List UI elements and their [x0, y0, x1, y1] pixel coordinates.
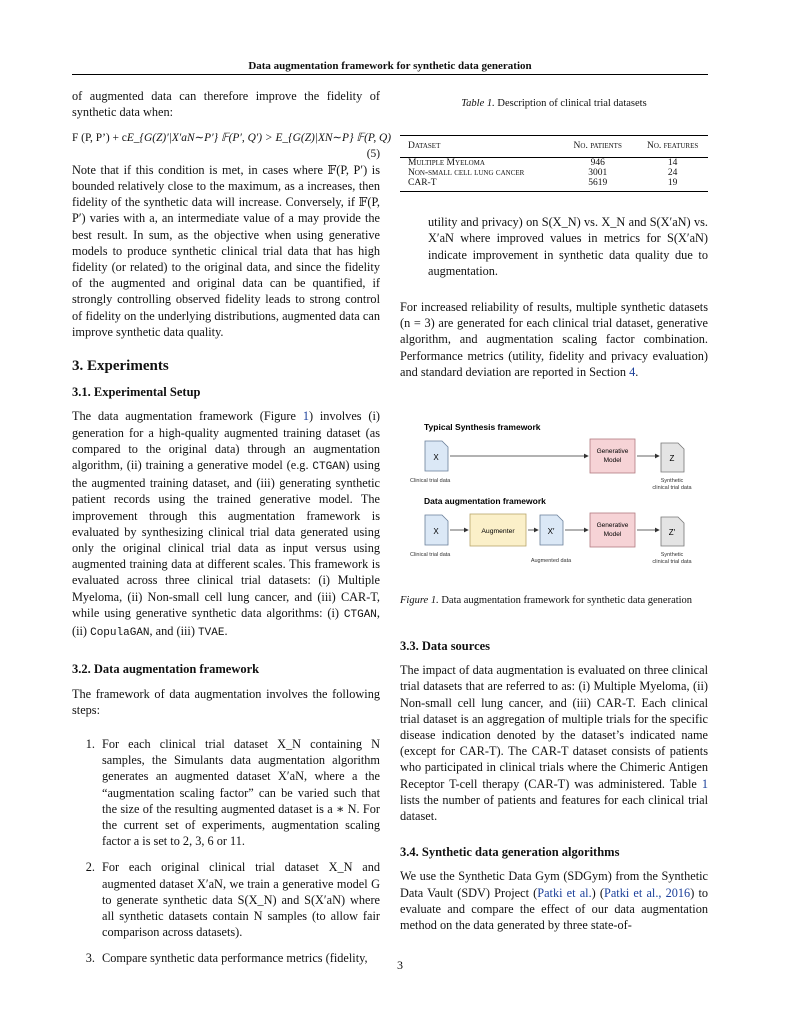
data-sources-paragraph: [400, 662, 708, 824]
augmentation-framework-title: Data augmentation framework: [424, 496, 546, 507]
synthetic-label: clinical trial data: [652, 559, 692, 566]
column-header: Dataset: [400, 136, 558, 158]
ctgan-code: CTGAN: [312, 461, 346, 474]
list-item-continuation: utility and privacy) on S(X_N) vs. X_N and S(X′aN) vs. X′aN where improved values in metrics for S(X′aN) indicate improvement in synthetic data quality due to augmentation.: [428, 215, 708, 278]
experimental-setup-paragraph: [72, 408, 380, 641]
text-run: For increased reliability of results, multiple synthetic datasets (n = 3) are generated for each clinical trial dataset, generative algorithm, and augmentation scaling factor combination. Performance metrics (utility, fidelity and privacy evaluation) and standard deviation are reported in Section: [400, 300, 708, 379]
column-header: No. features: [631, 136, 708, 158]
framework-diagram: [400, 422, 708, 592]
figure-caption: [400, 594, 708, 608]
steps-list: [72, 736, 380, 967]
generation-algorithms-paragraph: [400, 868, 708, 933]
generative-model-box: [590, 513, 635, 547]
note-paragraph: Note that if this condition is met, in cases where 𝔽(P, P′) is bounded relatively close to the maximum, as a increases, then fidelity of the synthetic data will increase. Conversely, if 𝔽(P, P′) varies with a, an intermediate value of a may provide the best result. In sum, as the objective when using generative models to produce synthetic clinical trial data that has high fidelity (or related) to the original data, and since the fidelity of the augmented and original data can be quantified, if strongly controlling observed fidelity leads to strong control of fidelity on the underlying distributions, augmented data can improve synthetic data quality.: [72, 162, 380, 339]
text-run: ) using the augmented training dataset, and (iii) generating synthetic patient records using the trained generative model. The improvement through this augmentation framework is evaluated by synthesizing clinical trial data generated using only the original clinical trial data as input versus using augmented training data at different scales. This framework is evaluated across three clinical trial datasets: (i) Multiple Myeloma, (ii) Non-small cell lung cancer, and (iii) CAR-T, while using generative synthetic data algorithms: (i): [72, 458, 380, 620]
table-row: [400, 178, 708, 192]
subsection-augmentation-framework: 3.2. Data augmentation framework: [72, 662, 260, 677]
ctgan-code: CTGAN: [343, 608, 377, 621]
figure-caption-label: Figure 1.: [400, 595, 439, 607]
header-rule: [72, 74, 708, 75]
text-run: ) involves (i) generation for a high-quality augmented training dataset (as compared to the original data) through an augmentation algorithm, (ii) training a generative model (e.g.: [72, 409, 380, 473]
text-run: , and (iii): [149, 624, 199, 639]
figure-1: [400, 422, 708, 592]
list-item: 2. For each original clinical trial dataset X_N and augmented dataset X′aN, we train a generative model G to generate synthetic data S(X_N) and S(X′aN) where all synthetic datasets contain N samples (to allow fair comparison across datasets).: [98, 859, 380, 940]
x-label: X: [433, 527, 439, 537]
synthetic-label: clinical trial data: [652, 485, 692, 492]
equation-number: (5): [366, 147, 380, 160]
intro-paragraph: of augmented data can therefore improve the fidelity of synthetic data when:: [72, 89, 380, 120]
table-cell: 14: [667, 158, 678, 169]
z-prime-label: Z′: [668, 528, 676, 538]
left-column: [72, 88, 392, 977]
subsection-generation-algorithms: 3.4. Synthetic data generation algorithms: [400, 845, 620, 860]
copulagan-code: CopulaGAN: [90, 627, 150, 640]
text-run: .: [224, 624, 228, 639]
synthetic-label: Synthetic: [660, 478, 684, 485]
section-4-link[interactable]: 4: [629, 364, 636, 379]
x-label: X: [433, 453, 439, 463]
text-run: The impact of data augmentation is evaluated on three clinical trial datasets that are referred to as: (i) Multiple Myeloma, (ii) Non-small cell lung cancer, and (iii) CAR-T. Each clinical trial dataset is an aggregation of multiple trials for the specific disease indication denoted by the dataset’s indicated name (except for CAR-T). The CAR-T dataset consists of patients who participated in clinical trials where the Chimeric Antigen Receptor T-cell therapy (CAR-T) was administered. Table: [400, 663, 708, 791]
equation-5: [72, 130, 392, 146]
table-row: [400, 168, 708, 178]
figure-caption-text: Data augmentation framework for synthetic data generation: [438, 595, 693, 607]
table-header-row: [400, 136, 708, 158]
list-item: 3. Compare synthetic data performance metrics (fidelity,: [98, 950, 380, 966]
subsection-data-sources: 3.3. Data sources: [400, 639, 491, 654]
augmentation-framework-paragraph: The framework of data augmentation involves the following steps:: [72, 686, 380, 717]
table-cell: 19: [631, 178, 708, 192]
augmenter-label: Augmenter: [481, 528, 515, 536]
table-cell: Non-small cell lung cancer: [408, 168, 525, 179]
table-1-link[interactable]: 1: [701, 776, 708, 791]
section-title: 3. Experiments: [72, 358, 169, 375]
table-cell: 946: [590, 158, 605, 169]
text-run: .: [635, 364, 639, 379]
table-caption-label: Table 1.: [461, 98, 495, 109]
equation-lhs: F (P, P’) + c: [72, 132, 127, 145]
citation-link[interactable]: Patki et al.: [537, 885, 592, 900]
table-caption: [400, 97, 708, 111]
text-run: The data augmentation framework (Figure: [72, 409, 303, 424]
right-column: [400, 88, 708, 933]
table-cell: Multiple Myeloma: [408, 158, 485, 169]
generative-model-label: Generative: [596, 522, 629, 530]
table-cell: CAR-T: [400, 178, 558, 192]
generative-model-box: [590, 439, 635, 473]
reliability-paragraph: [400, 299, 708, 380]
generative-model-label: Model: [603, 531, 622, 539]
table-cell: 3001: [588, 168, 608, 179]
text-run: We use the Synthetic Data Gym (SDGym) from the Synthetic Data Vault (SDV) Project (: [400, 869, 708, 900]
table-cell: 24: [667, 168, 678, 179]
clinical-trial-data-label: Clinical trial data: [410, 552, 451, 559]
citation-link[interactable]: Patki et al., 2016: [604, 885, 691, 900]
table-row: [400, 158, 708, 169]
column-header: No. patients: [558, 136, 631, 158]
text-run: lists the number of patients and features for each clinical trial dataset.: [400, 792, 708, 824]
table-caption-text: Description of clinical trial datasets: [494, 98, 647, 109]
generative-model-label: Generative: [596, 448, 629, 456]
subsection-experimental-setup: 3.1. Experimental Setup: [72, 385, 201, 400]
text-run: , (ii): [72, 605, 380, 639]
figure-1-link[interactable]: 1: [302, 409, 309, 424]
generative-model-label: Model: [603, 457, 622, 465]
running-head: Data augmentation framework for synthetic data generation: [248, 60, 532, 72]
page-number: 3: [397, 958, 403, 972]
clinical-trial-data-label: Clinical trial data: [410, 478, 451, 485]
list-item: 1. For each clinical trial dataset X_N containing N samples, the Simulants data augmentation algorithm generates an augmented dataset X′aN, where a the “augmentation scaling factor” can be varied such that the size of the resulting augmented dataset is a ∗ N. For the current set of experiments, augmentation scaling factor a is set to 2, 3, 6 or 11.: [98, 736, 380, 849]
synthetic-label: Synthetic: [660, 552, 684, 559]
table-cell: 5619: [558, 178, 631, 192]
augmented-data-label: Augmented data: [530, 558, 572, 565]
datasets-table: [400, 135, 708, 192]
x-prime-label: X′: [547, 527, 555, 537]
text-run: ) (: [591, 885, 604, 900]
equation-rhs: E_{G(Z)′|X′aN∼P′} 𝔽(P′, Q′) > E_{G(Z)|XN∼P} 𝔽(P, Q): [126, 132, 392, 145]
typical-framework-title: Typical Synthesis framework: [424, 422, 541, 433]
z-label: Z: [669, 454, 675, 464]
tvae-code: TVAE: [198, 627, 225, 640]
text-run: ) to evaluate and compare the effect of our data augmentation method on the data generated by three state-of-: [400, 885, 709, 933]
